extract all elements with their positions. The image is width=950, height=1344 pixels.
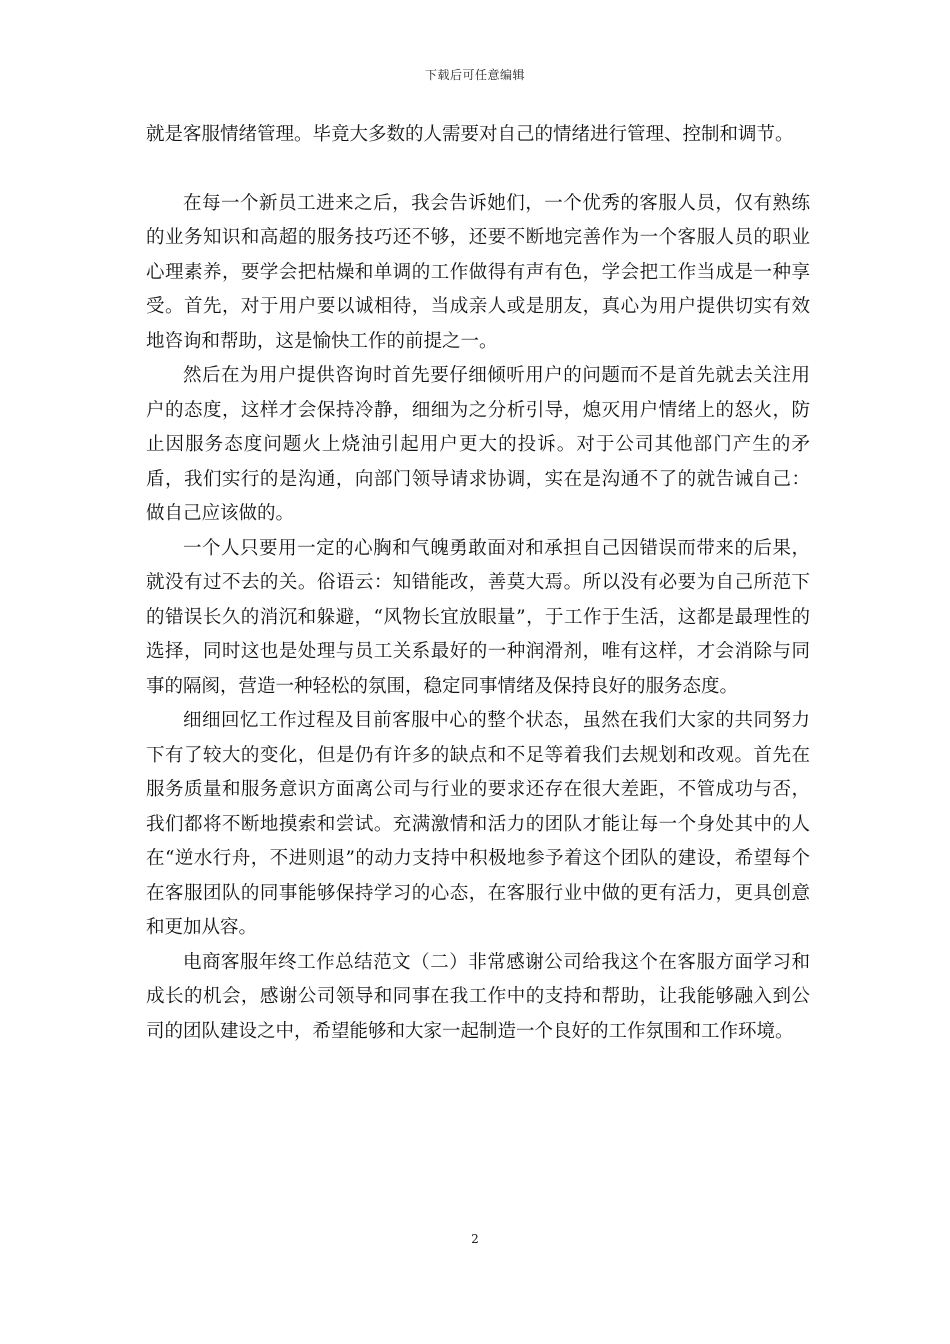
paragraph: 细细回忆工作过程及目前客服中心的整个状态，虽然在我们大家的共同努力下有了较大的变化，但是仍有许多的缺点和不足等着我们去规划和改观。首先在服务质量和服务意识方面离公司与行业的要求还存在很大差距，不管成功与否，我们都将不断地摸索和尝试。充满激情和活力的团队才能让每一个身处其中的人在“逆水行舟，不进则退”的动力支持中积极地参予着这个团队的建设，希望每个在客服团队的同事能够保持学习的心态，在客服行业中做的更有活力，更具创意和更加从容。 <box>146 710 810 938</box>
page-header: 下载后可任意编辑 <box>424 68 525 82</box>
paragraph: 在每一个新员工进来之后，我会告诉她们，一个优秀的客服人员，仅有熟练的业务知识和高超的服务技巧还不够，还要不断地完善作为一个客服人员的职业心理素养，要学会把枯燥和单调的工作做得有声有色，学会把工作当成是一种享受。首先，对于用户要以诚相待，当成亲人或是朋友，真心为用户提供切实有效地咨询和帮助，这是愉快工作的前提之一。 <box>146 192 810 352</box>
paragraph: 然后在为用户提供咨询时首先要仔细倾听用户的问题而不是首先就去关注用户的态度，这样才会保持冷静，细细为之分析引导，熄灭用户情绪上的怒火，防止因服务态度问题火上烧油引起用户更大的投诉。对于公司其他部门产生的矛盾，我们实行的是沟通，向部门领导请求协调，实在是沟通不了的就告诫自己：做自己应该做的。 <box>146 365 810 524</box>
paragraph-continuation: 就是客服情绪管理。毕竟大多数的人需要对自己的情绪进行管理、控制和调节。 <box>146 124 794 145</box>
page-number: 2 <box>471 1232 479 1246</box>
document-body <box>146 118 810 1049</box>
paragraph: 电商客服年终工作总结范文（二）非常感谢公司给我这个在客服方面学习和成长的机会，感谢公司领导和同事在我工作中的支持和帮助，让我能够融入到公司的团队建设之中，希望能够和大家一起制造一个良好的工作氛围和工作环境。 <box>146 951 810 1042</box>
paragraph: 一个人只要用一定的心胸和气魄勇敢面对和承担自己因错误而带来的后果，就没有过不去的关。俗语云：知错能改，善莫大焉。所以没有必要为自己所范下的错误长久的消沉和躲避，“风物长宜放眼量”，于工作于生活，这都是最理性的选择，同时这也是处理与员工关系最好的一种润滑剂，唯有这样，才会消除与同事的隔阂，营造一种轻松的氛围，稳定同事情绪及保持良好的服务态度。 <box>146 537 810 697</box>
